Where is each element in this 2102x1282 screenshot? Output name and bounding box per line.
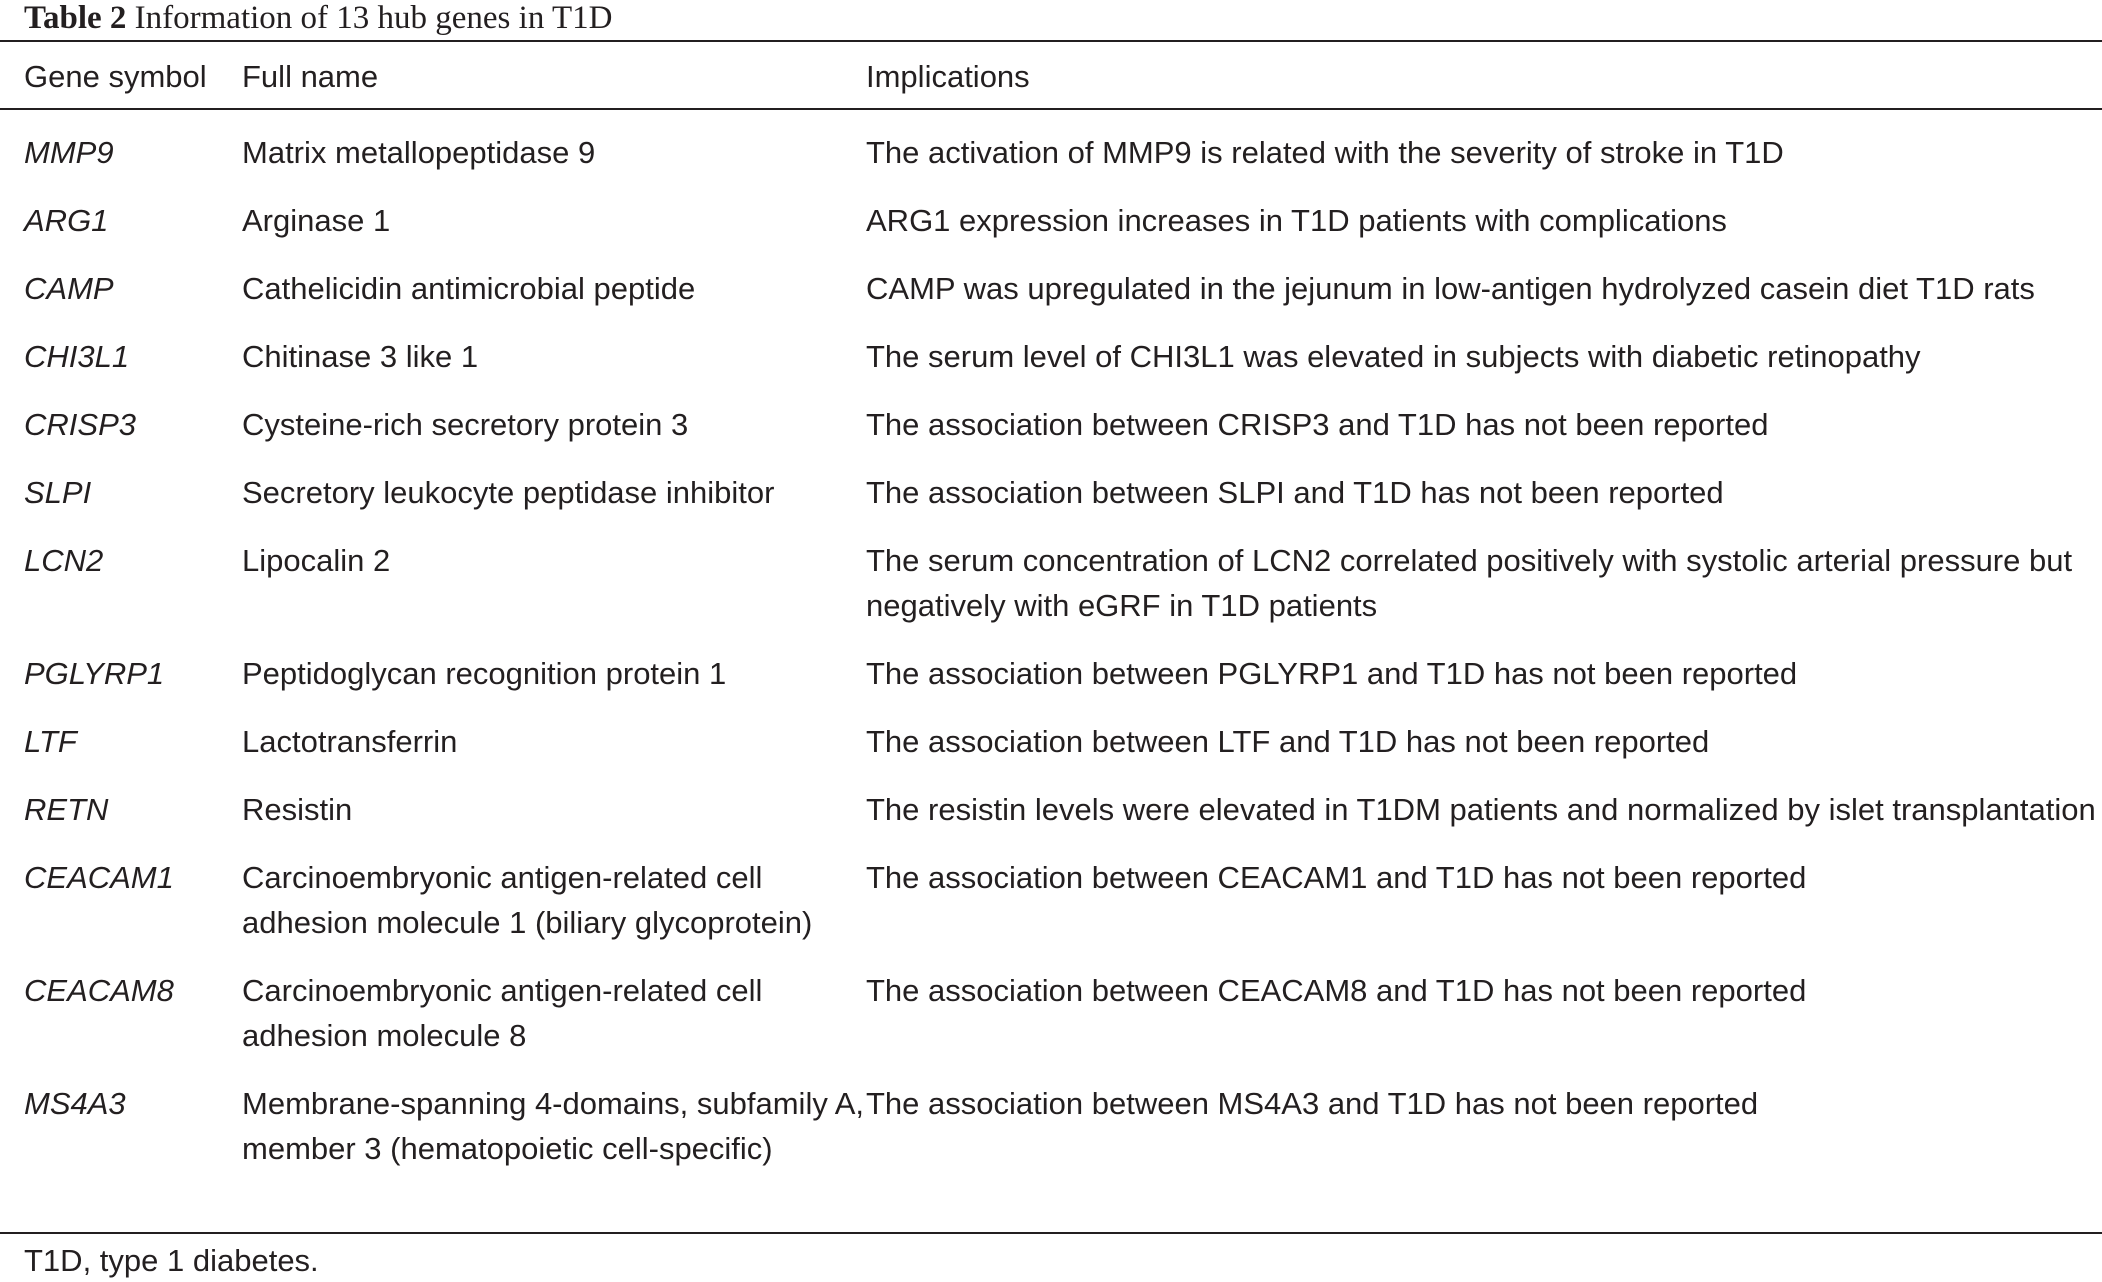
table-row <box>0 1064 2102 1177</box>
full-name-cell: Resistin <box>242 792 353 827</box>
full-name-cell: Cysteine-rich secretory protein 3 <box>242 407 689 442</box>
table-row <box>0 181 2102 249</box>
implication-cell: The resistin levels were elevated in T1DM patients and normalized by islet transplantation <box>866 792 2096 827</box>
table-row <box>0 951 2102 1064</box>
gene-symbol-cell: LTF <box>24 724 77 759</box>
implication-cell: The serum concentration of LCN2 correlated positively with systolic arterial pressure but negatively with eGRF in T1D patients <box>866 543 2073 623</box>
table-row <box>0 634 2102 702</box>
implication-cell: The association between SLPI and T1D has not been reported <box>866 475 1724 510</box>
table-row <box>0 838 2102 951</box>
gene-symbol-cell: CAMP <box>24 271 114 306</box>
gene-symbol-cell: CHI3L1 <box>24 339 130 374</box>
full-name-cell: Chitinase 3 like 1 <box>242 339 479 374</box>
header-implications: Implications <box>866 59 1030 94</box>
implication-cell: CAMP was upregulated in the jejunum in low-antigen hydrolyzed casein diet T1D rats <box>866 271 2035 306</box>
table-row <box>0 110 2102 181</box>
full-name-cell: Carcinoembryonic antigen-related cell adhesion molecule 8 <box>242 973 763 1053</box>
table-row <box>0 317 2102 385</box>
implication-cell: The association between LTF and T1D has not been reported <box>866 724 1710 759</box>
hub-genes-table <box>0 42 2102 1177</box>
full-name-cell: Secretory leukocyte peptidase inhibitor <box>242 475 775 510</box>
table-footnote: T1D, type 1 diabetes. <box>24 1243 319 1278</box>
gene-symbol-cell: SLPI <box>24 475 92 510</box>
header-full-name: Full name <box>242 59 379 94</box>
full-name-cell: Lipocalin 2 <box>242 543 391 578</box>
implication-cell: The serum level of CHI3L1 was elevated in subjects with diabetic retinopathy <box>866 339 1921 374</box>
table-row <box>0 453 2102 521</box>
implication-cell: The association between PGLYRP1 and T1D has not been reported <box>866 656 1798 691</box>
gene-symbol-cell: MS4A3 <box>24 1086 126 1121</box>
table-caption <box>24 0 612 36</box>
gene-symbol-cell: CEACAM1 <box>24 860 174 895</box>
table-body <box>0 110 2102 1177</box>
implication-cell: The association between CEACAM8 and T1D has not been reported <box>866 973 1807 1008</box>
implication-cell: ARG1 expression increases in T1D patients with complications <box>866 203 1727 238</box>
bottom-rule <box>0 1232 2102 1234</box>
gene-symbol-cell: LCN2 <box>24 543 104 578</box>
full-name-cell: Arginase 1 <box>242 203 391 238</box>
table-row <box>0 702 2102 770</box>
implication-cell: The association between CEACAM1 and T1D has not been reported <box>866 860 1807 895</box>
full-name-cell: Lactotransferrin <box>242 724 458 759</box>
full-name-cell: Membrane-spanning 4-domains, subfamily A, member 3 (hematopoietic cell-specific) <box>242 1086 865 1166</box>
full-name-cell: Cathelicidin antimicrobial peptide <box>242 271 696 306</box>
gene-symbol-cell: PGLYRP1 <box>24 656 165 691</box>
table-row <box>0 385 2102 453</box>
gene-symbol-cell: CRISP3 <box>24 407 136 442</box>
implication-cell: The association between CRISP3 and T1D has not been reported <box>866 407 1769 442</box>
gene-symbol-cell: ARG1 <box>24 203 109 238</box>
full-name-cell: Carcinoembryonic antigen-related cell adhesion molecule 1 (biliary glycoprotein) <box>242 860 813 940</box>
gene-symbol-cell: MMP9 <box>24 135 114 170</box>
implication-cell: The activation of MMP9 is related with the severity of stroke in T1D <box>866 135 1784 170</box>
table-row <box>0 249 2102 317</box>
table-title: Information of 13 hub genes in T1D <box>134 0 613 36</box>
gene-symbol-cell: CEACAM8 <box>24 973 174 1008</box>
table-row <box>0 521 2102 634</box>
header-gene-symbol: Gene symbol <box>24 59 207 94</box>
header-row <box>0 42 2102 110</box>
table-label: Table 2 <box>24 0 127 36</box>
implication-cell: The association between MS4A3 and T1D has not been reported <box>866 1086 1759 1121</box>
table-row <box>0 770 2102 838</box>
full-name-cell: Peptidoglycan recognition protein 1 <box>242 656 727 691</box>
full-name-cell: Matrix metallopeptidase 9 <box>242 135 596 170</box>
gene-symbol-cell: RETN <box>24 792 109 827</box>
